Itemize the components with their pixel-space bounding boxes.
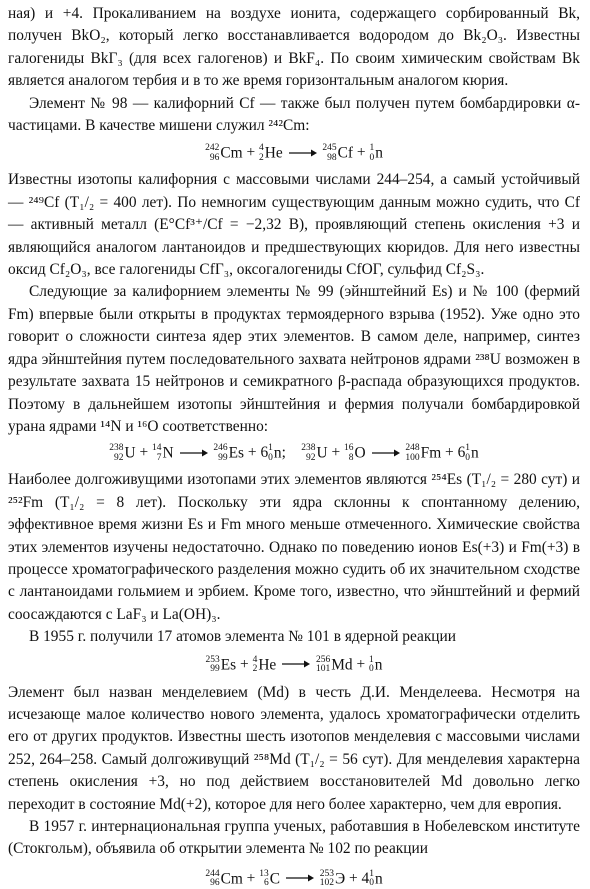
isotope-n-1: 1 0 n [369,654,383,675]
isotope-fm-248: 248 100 Fm [405,443,442,463]
paragraph-3: Известны изотопы калифорния с массовыми числами 244–254, а самый устойчивый — ²⁴⁹Cf (T₁/₂ = 400 лет). По немногим существующим данным можно судить, что Cf — активный металл (E°Cf³⁺/Cf = −2,32 В), проявляющий степень окисления +3 и являющийся аналогом лантаноидов и предшествующих кюридов. Для него известны оксид Cf₂O₃, все галогениды CfГ₃, оксогалогениды CfOГ, сульфид Cf₂S₃. [8,171,580,279]
isotope-md-256: 256 101 Md [315,654,353,675]
reaction-arrow-icon [282,660,310,668]
isotope-n-1: 1 0 n [369,143,383,163]
isotope-he-4: 4 2 He [258,143,283,163]
paragraph-2: Элемент № 98 — калифорний Cf — также был получен путем бомбардировки α-частицами. В качестве мишени служил ²⁴²Cm: [8,94,580,135]
isotope-o-16: 16 8 O [344,443,366,463]
isotope-u-238: 238 92 U [109,443,136,463]
paragraph-1: ная) и +4. Прокаливанием на воздухе ионита, содержащего сорбированный Bk, получен BkO₂, который легко восстанавливается водородом до Bk₂O₃. Известны галогениды BkГ₃ (для всех галогенов) и BkF₄. По своим химическим свойствам Bk является аналогом тербия и в то же время горизонтальным аналогом кюрия. [8,5,580,90]
plus-sign: + [356,144,366,162]
reaction-arrow-icon [289,149,317,157]
paragraph-4: Следующие за калифорнием элементы № 99 (эйнштейний Es) и № 100 (фермий Fm) впервые были открыты в продуктах термоядерного взрыва (1952). Уже одно это говорит о сложности синтеза ядер этих элементов. В самом деле, например, синтез ядра эйнштейния путем последовательного захвата нейтронов ядрами ²³⁸U возможен в результате захвата 15 нейтронов и семикратного β-распада образующихся продуктов. Поэтому в дальнейшем изотопы эйнштейния и фермия получали бомбардировкой урана ядрами ¹⁴N и ¹⁶O соответственно: [8,283,580,435]
isotope-n-1: 1 0 n [465,443,479,463]
isotope-n-14: 14 7 N [152,443,174,463]
plus-sign: + [246,144,256,162]
equation-102: 244 96 Cm + 13 6 C 253 102 Э + 4 1 0 n [205,868,383,889]
equation-es-fm: 238 92 U + 14 7 N 246 99 Es + 6 1 0 n; 238 92 U + 16 8 O 248 100 Fm + 6 1 0 n [109,443,479,463]
paragraph-6: В 1955 г. получили 17 атомов элемента № 101 в ядерной реакции [29,628,457,646]
isotope-es-253: 253 99 Es [205,654,237,675]
isotope-n-1: 1 0 n [268,443,282,463]
reaction-arrow-icon [180,449,208,457]
isotope-cf-245: 245 98 Cf [322,143,354,163]
isotope-es-246: 246 99 Es [213,443,245,463]
paragraph-5: Наиболее долгоживущими изотопами этих элементов являются ²⁵⁴Es (T₁/₂ = 280 сут) и ²⁵²Fm (T₁/₂ = 8 лет). Поскольку эти ядра склонны к спонтанному делению, эффективное время жизни Es и Fm много меньше отмеченного. Химические свойства этих элементов изучены недостаточно. Однако по поведению ионов Es(+3) и Fm(+3) в процессе хроматографического разделения можно судить об их значительном сходстве с лантаноидами гольмием и эрбием. Кроме того, известно, что эйнштейний и фермий соосаждаются с LaF₃ и La(OH)₃. [8,471,580,623]
isotope-n-1: 1 0 n [369,868,383,889]
isotope-u-238: 238 92 U [301,443,328,463]
isotope-c-13: 13 6 C [259,868,280,889]
isotope-e-253: 253 102 Э [319,868,346,889]
isotope-cm-242: 242 96 Cm [205,143,243,163]
equation-md: 253 99 Es + 4 2 He 256 101 Md + 1 0 n [205,654,383,675]
reaction-arrow-icon [372,449,400,457]
isotope-cm-244: 244 96 Cm [205,868,243,889]
isotope-he-4: 4 2 He [252,654,277,675]
paragraph-7: Элемент был назван менделевием (Md) в честь Д.И. Менделеева. Несмотря на исчезающе малое количество нового элемента, удалось хроматографически отделить его от других продуктов. Известны шесть изотопов менделевия с массовыми числами 252, 264–258. Самый долгоживущий ²⁵⁸Md (T₁/₂ = 56 сут). Для менделевия характерна степень окисления +3, но под действием восстановителей Md довольно легко переходит в состояние Md(+2), которое для него более характерно, чем для европия. [8,683,580,813]
reaction-arrow-icon [286,874,314,882]
paragraph-8: В 1957 г. интернациональная группа ученых, работавшия в Нобелевском институте (Стокгольм), объявила об открытии элемента № 102 по реакции [8,818,580,858]
equation-cf [8,144,580,163]
